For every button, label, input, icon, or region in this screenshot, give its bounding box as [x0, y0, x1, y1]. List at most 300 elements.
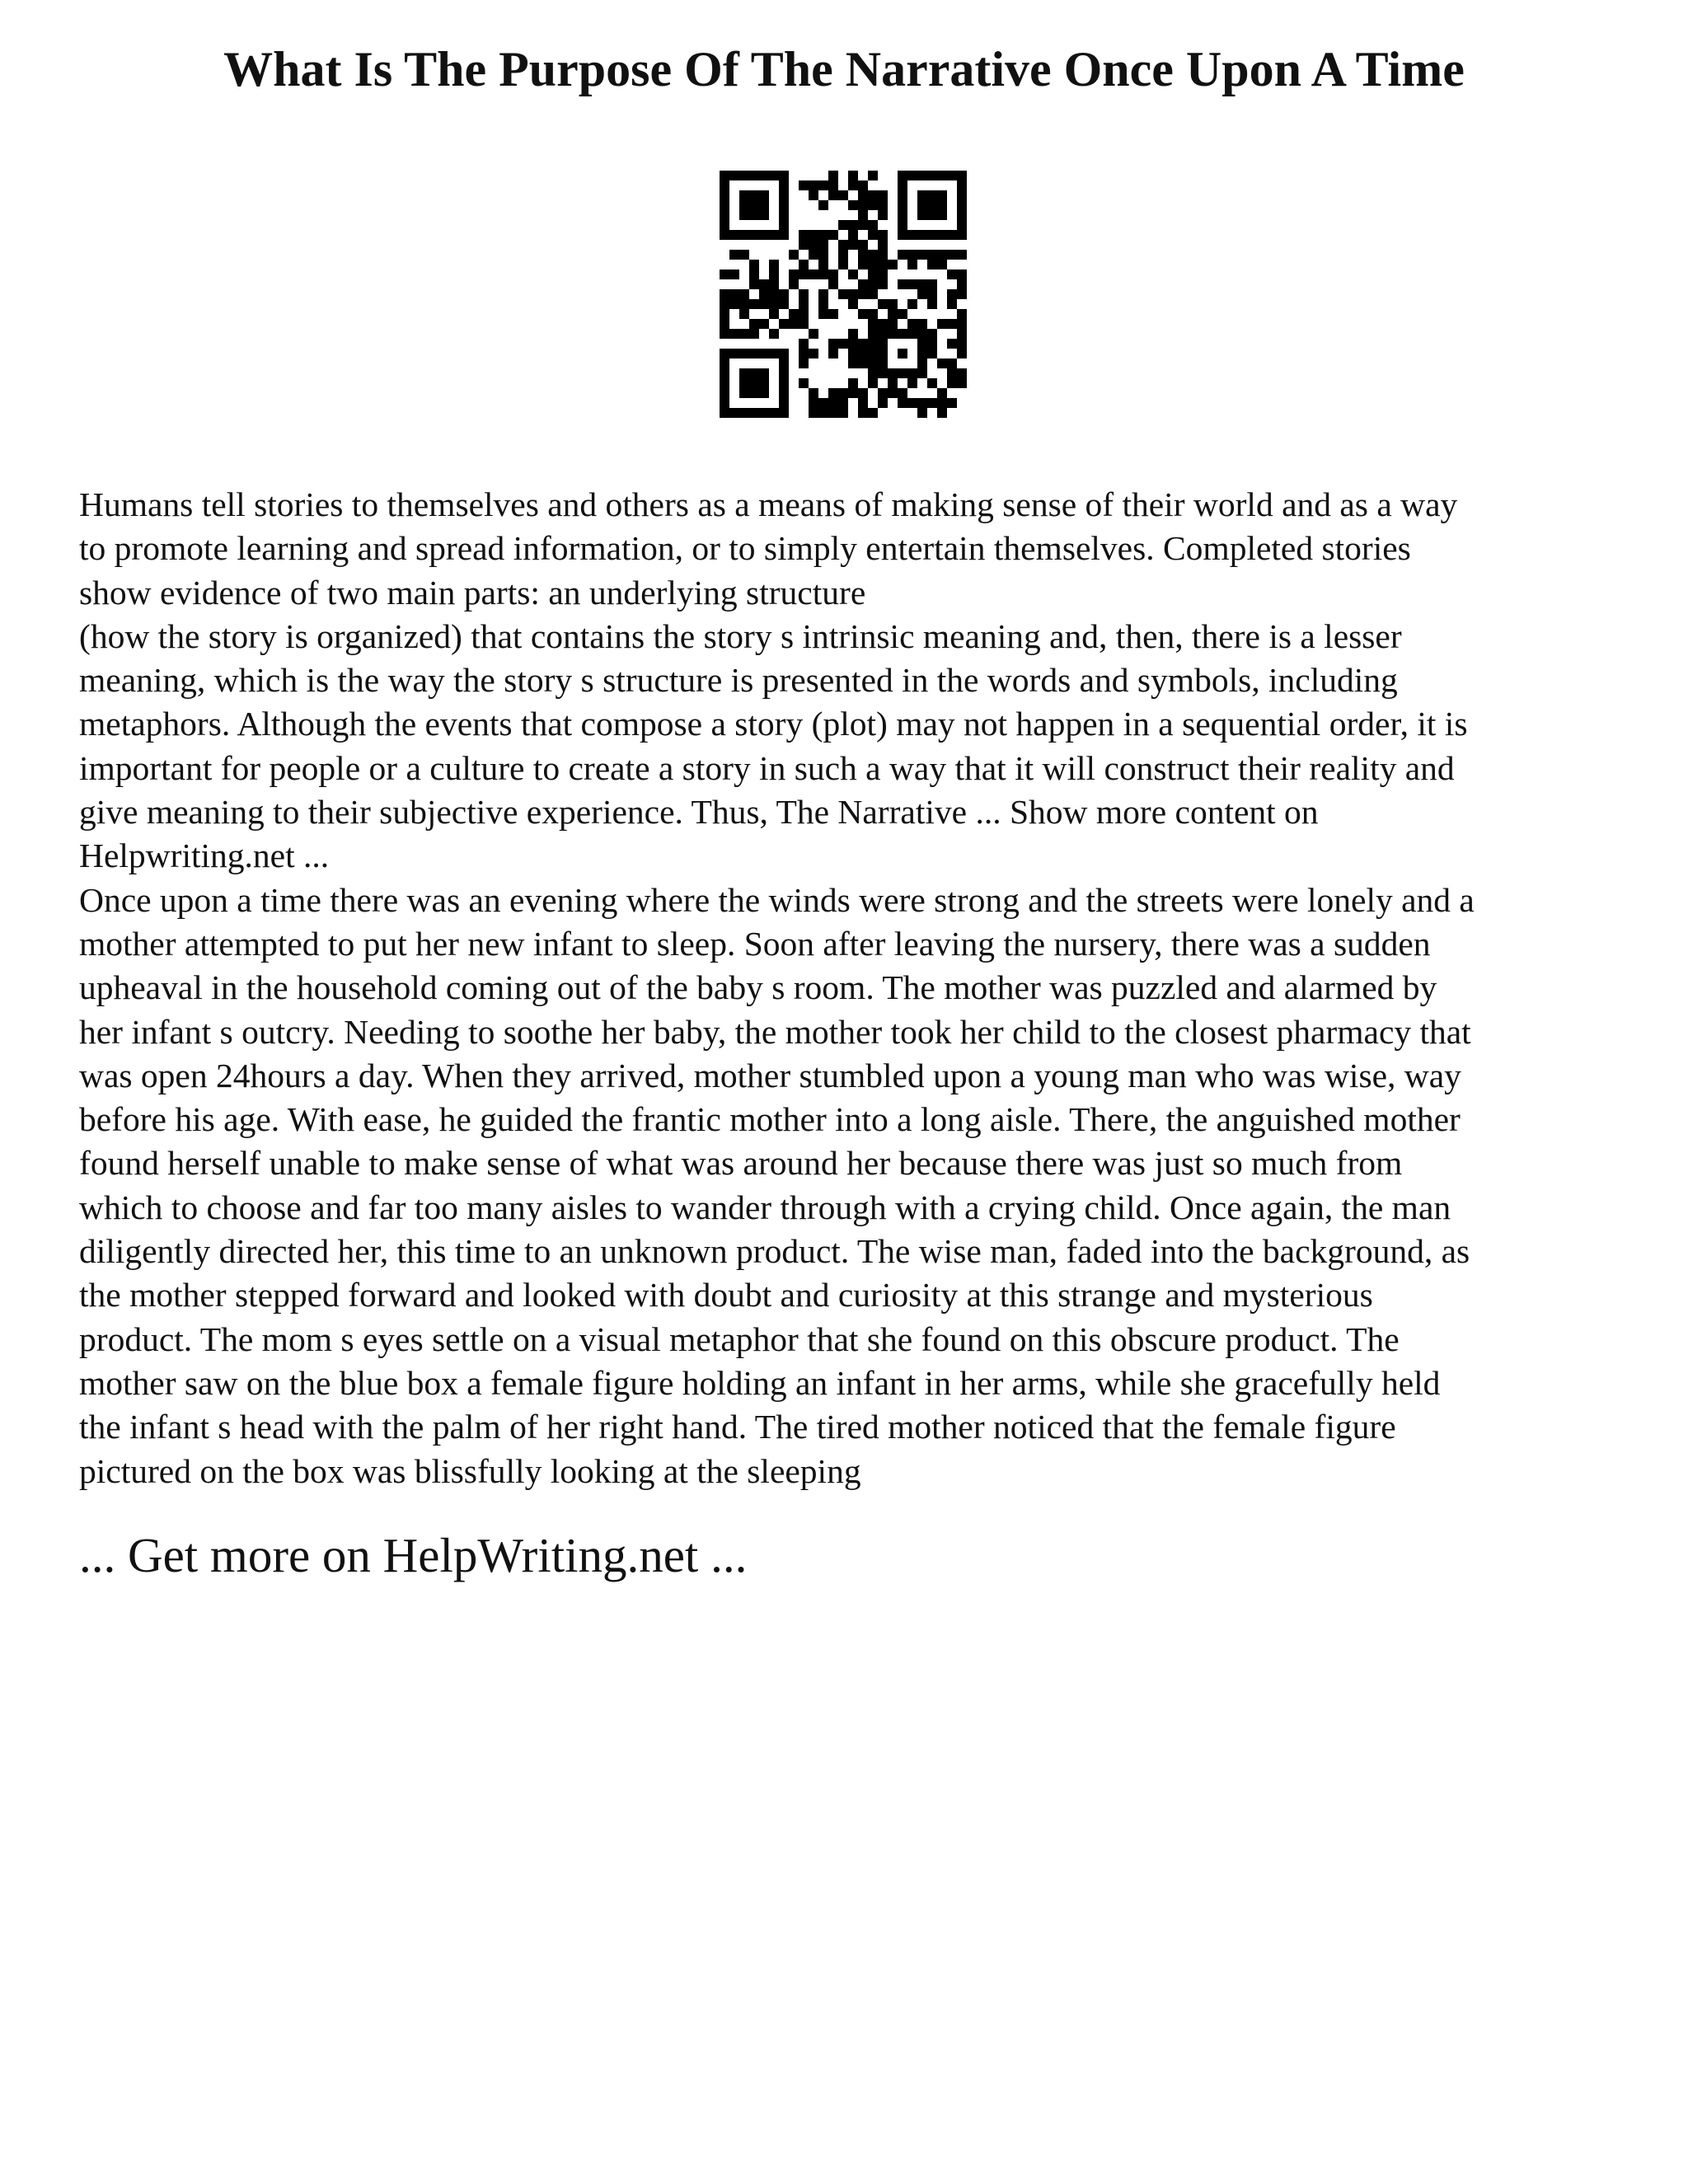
- qr-module: [898, 250, 907, 260]
- qr-module: [898, 349, 907, 359]
- qr-module: [927, 339, 937, 349]
- qr-module: [868, 250, 878, 260]
- qr-module: [947, 289, 957, 299]
- qr-module: [769, 408, 779, 418]
- qr-module: [858, 250, 868, 260]
- qr-module: [769, 171, 779, 180]
- qr-module: [779, 171, 789, 180]
- qr-module: [720, 299, 729, 309]
- text-line: was open 24hours a day. When they arrived, mother stumbled upon a young man who was wise, way: [79, 1056, 1461, 1094]
- qr-module: [917, 200, 927, 210]
- qr-module: [898, 210, 907, 220]
- qr-module: [868, 368, 878, 378]
- qr-module: [927, 329, 937, 339]
- qr-module: [838, 190, 848, 200]
- qr-module: [848, 388, 858, 398]
- qr-module: [749, 210, 759, 220]
- qr-module: [818, 299, 828, 309]
- qr-module: [720, 368, 729, 378]
- qr-module: [769, 349, 779, 359]
- qr-module: [848, 220, 858, 230]
- qr-module: [957, 329, 967, 339]
- qr-module: [838, 220, 848, 230]
- qr-module: [809, 388, 818, 398]
- qr-module: [878, 279, 888, 289]
- qr-module: [809, 180, 818, 190]
- qr-module: [917, 230, 927, 240]
- qr-module: [888, 319, 898, 329]
- qr-module: [917, 319, 927, 329]
- qr-module: [858, 180, 868, 190]
- qr-module: [769, 309, 779, 319]
- qr-module: [749, 279, 759, 289]
- qr-module: [828, 180, 838, 190]
- qr-module: [888, 260, 898, 269]
- qr-module: [868, 319, 878, 329]
- qr-module: [937, 388, 947, 398]
- qr-module: [848, 200, 858, 210]
- qr-module: [739, 299, 749, 309]
- qr-module: [729, 250, 739, 260]
- page-title: What Is The Purpose Of The Narrative Once Upon A Time: [223, 42, 1465, 96]
- qr-module: [858, 408, 868, 418]
- qr-module: [858, 260, 868, 269]
- qr-module: [799, 230, 809, 240]
- qr-module: [769, 289, 779, 299]
- qr-module: [878, 190, 888, 200]
- qr-module: [739, 378, 749, 388]
- qr-module: [759, 171, 769, 180]
- qr-module: [947, 339, 957, 349]
- qr-module: [898, 180, 907, 190]
- qr-module: [799, 378, 809, 388]
- qr-module: [898, 230, 907, 240]
- qr-module: [907, 329, 917, 339]
- qr-module: [888, 299, 898, 309]
- qr-module: [898, 200, 907, 210]
- qr-module: [937, 190, 947, 200]
- qr-module: [818, 260, 828, 269]
- qr-module: [868, 378, 878, 388]
- qr-module: [898, 279, 907, 289]
- qr-module: [720, 408, 729, 418]
- qr-module: [769, 269, 779, 279]
- text-line: mother saw on the blue box a female figure holding an infant in her arms, while she gracefully held: [79, 1363, 1441, 1402]
- qr-module: [828, 190, 838, 200]
- qr-module: [799, 269, 809, 279]
- qr-module: [818, 408, 828, 418]
- qr-module: [947, 299, 957, 309]
- qr-module: [917, 289, 927, 299]
- qr-module: [917, 368, 927, 378]
- qr-module: [838, 398, 848, 408]
- qr-module: [937, 398, 947, 408]
- qr-module: [720, 230, 729, 240]
- text-line: pictured on the box was blissfully looking at the sleeping: [79, 1451, 861, 1490]
- qr-module: [947, 319, 957, 329]
- qr-module: [749, 230, 759, 240]
- qr-module: [878, 269, 888, 279]
- qr-module: [927, 260, 937, 269]
- qr-module: [809, 230, 818, 240]
- paragraph-story: [79, 879, 1629, 1493]
- qr-module: [799, 309, 809, 319]
- qr-module: [759, 378, 769, 388]
- qr-module: [917, 408, 927, 418]
- qr-module: [858, 190, 868, 200]
- qr-module: [749, 269, 759, 279]
- qr-module: [878, 329, 888, 339]
- qr-module: [848, 240, 858, 250]
- qr-module: [927, 200, 937, 210]
- qr-module: [729, 269, 739, 279]
- qr-module: [818, 240, 828, 250]
- qr-module: [759, 408, 769, 418]
- text-line: upheaval in the household coming out of the baby s room. The mother was puzzled and alarmed by: [79, 968, 1437, 1007]
- qr-module: [937, 210, 947, 220]
- qr-module: [957, 378, 967, 388]
- qr-module: [868, 408, 878, 418]
- text-line: Helpwriting.net ...: [79, 837, 330, 875]
- qr-module: [799, 299, 809, 309]
- qr-code-icon[interactable]: [720, 171, 967, 418]
- qr-module: [729, 408, 739, 418]
- qr-module: [749, 190, 759, 200]
- qr-module: [848, 180, 858, 190]
- qr-module: [917, 359, 927, 368]
- qr-module: [769, 260, 779, 269]
- text-line: diligently directed her, this time to an unknown product. The wise man, faded into the background, as: [79, 1232, 1470, 1271]
- qr-module: [957, 339, 967, 349]
- qr-module: [927, 230, 937, 240]
- qr-module: [957, 190, 967, 200]
- qr-module: [868, 359, 878, 368]
- article-body: [79, 483, 1629, 1493]
- qr-module: [878, 388, 888, 398]
- qr-module: [828, 339, 838, 349]
- qr-module: [720, 319, 729, 329]
- qr-module: [729, 230, 739, 240]
- qr-module: [878, 260, 888, 269]
- text-line: metaphors. Although the events that compose a story (plot) may not happen in a sequential order, it is: [79, 705, 1468, 743]
- qr-module: [759, 319, 769, 329]
- qr-module: [720, 309, 729, 319]
- qr-module: [898, 388, 907, 398]
- qr-module: [907, 368, 917, 378]
- qr-module: [739, 230, 749, 240]
- qr-module: [759, 200, 769, 210]
- qr-module: [759, 279, 769, 289]
- qr-module: [799, 339, 809, 349]
- qr-module: [818, 200, 828, 210]
- text-line: (how the story is organized) that contains the story s intrinsic meaning and, then, there is a lesser: [79, 616, 1402, 655]
- qr-module: [779, 190, 789, 200]
- qr-module: [848, 359, 858, 368]
- qr-module: [907, 319, 917, 329]
- qr-module: [868, 309, 878, 319]
- text-line: found herself unable to make sense of what was around her because there was just so much from: [79, 1144, 1403, 1183]
- qr-module: [878, 299, 888, 309]
- qr-module: [720, 171, 729, 180]
- qr-module: [848, 269, 858, 279]
- qr-module: [848, 171, 858, 180]
- qr-module: [828, 388, 838, 398]
- qr-module: [749, 368, 759, 378]
- qr-module: [739, 289, 749, 299]
- qr-module: [759, 289, 769, 299]
- qr-module: [917, 349, 927, 359]
- qr-module: [907, 230, 917, 240]
- qr-module: [799, 240, 809, 250]
- qr-module: [779, 210, 789, 220]
- qr-module: [828, 269, 838, 279]
- qr-module: [729, 349, 739, 359]
- qr-module: [888, 378, 898, 388]
- qr-module: [888, 388, 898, 398]
- qr-module: [828, 408, 838, 418]
- qr-module: [818, 398, 828, 408]
- qr-module: [739, 250, 749, 260]
- qr-module: [898, 309, 907, 319]
- qr-module: [739, 368, 749, 378]
- qr-module: [947, 398, 957, 408]
- qr-module: [818, 269, 828, 279]
- qr-module: [858, 200, 868, 210]
- qr-module: [957, 210, 967, 220]
- qr-module: [789, 250, 799, 260]
- qr-module: [828, 230, 838, 240]
- qr-module: [878, 339, 888, 349]
- text-line: Humans tell stories to themselves and others as a means of making sense of their world and as a way: [79, 485, 1458, 523]
- qr-module: [858, 210, 868, 220]
- qr-module: [779, 299, 789, 309]
- qr-module: [917, 190, 927, 200]
- qr-module: [957, 230, 967, 240]
- qr-module: [720, 180, 729, 190]
- qr-module: [868, 329, 878, 339]
- qr-module: [937, 359, 947, 368]
- qr-module: [917, 210, 927, 220]
- qr-module: [878, 368, 888, 378]
- qr-module: [878, 230, 888, 240]
- qr-module: [848, 289, 858, 299]
- qr-module: [720, 200, 729, 210]
- qr-module: [828, 398, 838, 408]
- qr-module: [927, 289, 937, 299]
- qr-module: [957, 368, 967, 378]
- qr-module: [848, 378, 858, 388]
- qr-module: [917, 171, 927, 180]
- qr-module: [828, 349, 838, 359]
- qr-module: [868, 349, 878, 359]
- qr-module: [868, 269, 878, 279]
- qr-module: [818, 180, 828, 190]
- qr-module: [858, 388, 868, 398]
- qr-module: [799, 319, 809, 329]
- qr-module: [947, 269, 957, 279]
- qr-module: [868, 220, 878, 230]
- qr-module: [809, 190, 818, 200]
- qr-module: [779, 359, 789, 368]
- qr-module: [749, 378, 759, 388]
- qr-module: [828, 171, 838, 180]
- text-line: mother attempted to put her new infant to sleep. Soon after leaving the nursery, there was a sudden: [79, 924, 1431, 963]
- qr-module: [957, 220, 967, 230]
- qr-module: [769, 299, 779, 309]
- qr-module: [898, 368, 907, 378]
- qr-module: [809, 398, 818, 408]
- qr-module: [759, 349, 769, 359]
- qr-module: [878, 359, 888, 368]
- qr-module: [878, 349, 888, 359]
- qr-module: [818, 250, 828, 260]
- qr-module: [720, 210, 729, 220]
- text-line: important for people or a culture to create a story in such a way that it will construct their reality and: [79, 748, 1455, 787]
- qr-module: [720, 220, 729, 230]
- qr-module: [888, 368, 898, 378]
- qr-module: [779, 368, 789, 378]
- qr-module: [838, 408, 848, 418]
- qr-module: [759, 368, 769, 378]
- qr-module: [779, 180, 789, 190]
- qr-module: [789, 319, 799, 329]
- qr-module: [898, 329, 907, 339]
- qr-module: [838, 250, 848, 260]
- qr-module: [868, 260, 878, 269]
- qr-module: [729, 299, 739, 309]
- qr-module: [947, 359, 957, 368]
- qr-module: [769, 279, 779, 289]
- qr-module: [888, 329, 898, 339]
- qr-module: [898, 171, 907, 180]
- text-line: her infant s outcry. Needing to soothe her baby, the mother took her child to the closest pharmacy that: [79, 1012, 1471, 1051]
- qr-module: [947, 171, 957, 180]
- qr-module: [957, 250, 967, 260]
- text-line: the infant s head with the palm of her right hand. The tired mother noticed that the female figure: [79, 1408, 1396, 1446]
- qr-module: [907, 279, 917, 289]
- qr-module: [739, 190, 749, 200]
- qr-module: [907, 398, 917, 408]
- qr-module: [759, 230, 769, 240]
- qr-module: [878, 240, 888, 250]
- qr-module: [898, 190, 907, 200]
- qr-module: [818, 309, 828, 319]
- qr-module: [898, 398, 907, 408]
- qr-module: [858, 279, 868, 289]
- qr-module: [749, 171, 759, 180]
- qr-module: [937, 319, 947, 329]
- qr-module: [729, 329, 739, 339]
- qr-module: [888, 309, 898, 319]
- qr-module: [749, 319, 759, 329]
- qr-module: [927, 349, 937, 359]
- qr-module: [927, 398, 937, 408]
- qr-module: [749, 299, 759, 309]
- get-more-link[interactable]: ... Get more on HelpWriting.net ...: [79, 1528, 748, 1582]
- qr-module: [957, 289, 967, 299]
- qr-module: [838, 339, 848, 349]
- qr-module: [789, 309, 799, 319]
- qr-module: [779, 220, 789, 230]
- qr-module: [957, 309, 967, 319]
- qr-module: [739, 388, 749, 398]
- text-line: meaning, which is the way the story s structure is presented in the words and symbols, including: [79, 661, 1398, 700]
- qr-module: [818, 289, 828, 299]
- qr-module: [907, 378, 917, 388]
- qr-module: [927, 299, 937, 309]
- text-line: before his age. With ease, he guided the frantic mother into a long aisle. There, the anguished mother: [79, 1100, 1461, 1139]
- qr-module: [838, 289, 848, 299]
- qr-module: [799, 289, 809, 299]
- qr-module: [739, 210, 749, 220]
- qr-module: [838, 240, 848, 250]
- qr-module: [858, 349, 868, 359]
- qr-module: [809, 329, 818, 339]
- qr-module: [749, 408, 759, 418]
- text-line: the mother stepped forward and looked with doubt and curiosity at this strange and mysterious: [79, 1276, 1373, 1315]
- qr-module: [927, 279, 937, 289]
- qr-module: [868, 200, 878, 210]
- qr-module: [957, 200, 967, 210]
- qr-module: [809, 408, 818, 418]
- qr-module: [868, 230, 878, 240]
- text-line: Once upon a time there was an evening where the winds were strong and the streets were lonely and a: [79, 880, 1475, 919]
- paragraph-intro: [79, 483, 1629, 879]
- qr-module: [739, 329, 749, 339]
- qr-module: [947, 378, 957, 388]
- qr-module: [809, 250, 818, 260]
- qr-module: [789, 269, 799, 279]
- qr-module: [779, 200, 789, 210]
- qr-module: [779, 319, 789, 329]
- text-line: product. The mom s eyes settle on a visual metaphor that she found on this obscure product. The: [79, 1319, 1400, 1358]
- qr-module: [749, 260, 759, 269]
- qr-module: [848, 329, 858, 339]
- qr-module: [947, 368, 957, 378]
- qr-module: [809, 349, 818, 359]
- qr-module: [858, 359, 868, 368]
- qr-module: [838, 388, 848, 398]
- qr-module: [927, 190, 937, 200]
- qr-module: [799, 359, 809, 368]
- qr-module: [868, 190, 878, 200]
- qr-module: [720, 190, 729, 200]
- qr-module: [937, 230, 947, 240]
- qr-module: [720, 289, 729, 299]
- qr-module: [848, 230, 858, 240]
- qr-module: [848, 299, 858, 309]
- qr-module: [878, 210, 888, 220]
- qr-module: [769, 230, 779, 240]
- qr-module: [927, 378, 937, 388]
- qr-module: [828, 279, 838, 289]
- qr-module: [720, 329, 729, 339]
- qr-module: [868, 171, 878, 180]
- qr-module: [779, 408, 789, 418]
- qr-module: [799, 349, 809, 359]
- text-line: which to choose and far too many aisles to wander through with a crying child. Once again, the man: [79, 1188, 1451, 1226]
- text-line: show evidence of two main parts: an underlying structure: [79, 573, 866, 612]
- qr-module: [858, 220, 868, 230]
- qr-module: [799, 260, 809, 269]
- qr-module: [858, 309, 868, 319]
- qr-module: [838, 260, 848, 269]
- qr-module: [779, 398, 789, 408]
- qr-module: [868, 289, 878, 299]
- qr-module: [739, 349, 749, 359]
- qr-module: [878, 200, 888, 210]
- qr-module: [907, 299, 917, 309]
